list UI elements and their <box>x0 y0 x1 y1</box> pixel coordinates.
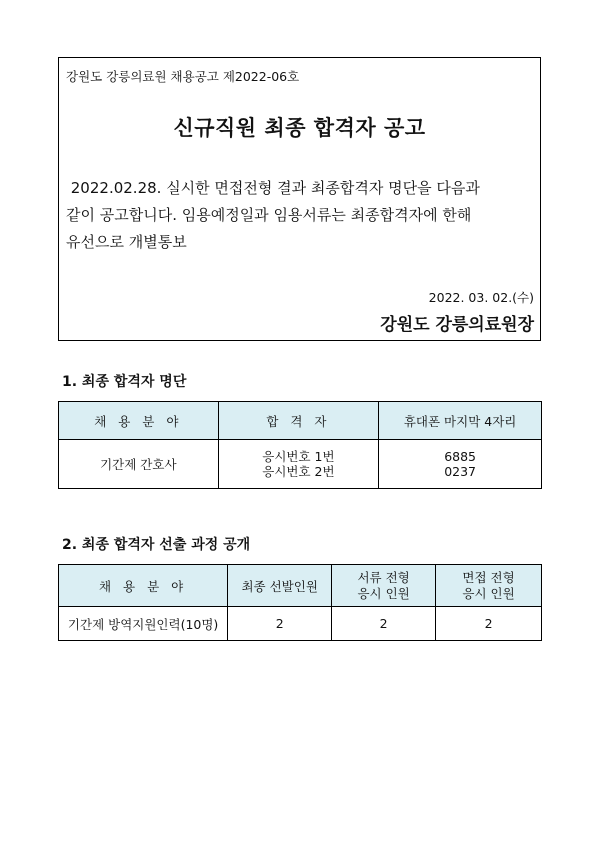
table-header <box>59 565 228 607</box>
table-cell: 2 <box>436 607 542 641</box>
header-label: 응시 인원 <box>462 585 515 601</box>
header-label: 면접 전형 <box>462 569 515 585</box>
notice-signer: 강원도 강릉의료원장 <box>380 315 534 335</box>
table-header: 최종 선발인원 <box>228 565 332 607</box>
table-cell: 기간제 간호사 <box>59 440 219 489</box>
header-label: 채 용 분 야 <box>99 578 188 594</box>
phone-digits: 6885 <box>444 449 477 464</box>
notice-title: 신규직원 최종 합격자 공고 <box>173 116 426 140</box>
section2-heading: 2. 최종 합격자 선출 과정 공개 <box>62 537 251 553</box>
header-label: 합 격 자 <box>266 413 331 429</box>
phone-digits: 0237 <box>444 464 477 479</box>
notice-body-line: 유선으로 개별통보 <box>66 233 187 251</box>
header-label: 응시 인원 <box>357 585 410 601</box>
table-row <box>59 440 542 489</box>
applicant-number: 응시번호 1번 <box>262 449 335 464</box>
table-header: 휴대폰 마지막 4자리 <box>379 402 542 440</box>
notice-box <box>58 57 541 341</box>
table-cell: 2 <box>332 607 436 641</box>
notice-date: 2022. 03. 02.(수) <box>428 290 534 305</box>
selection-process-table <box>58 564 542 641</box>
table-header <box>332 565 436 607</box>
table-header <box>218 402 379 440</box>
table-header <box>59 402 219 440</box>
table-cell <box>218 440 379 489</box>
table-cell <box>379 440 542 489</box>
applicant-number: 응시번호 2번 <box>262 464 335 479</box>
table-cell: 2 <box>228 607 332 641</box>
header-label: 서류 전형 <box>357 569 410 585</box>
header-label: 채 용 분 야 <box>94 413 183 429</box>
notice-number: 강원도 강릉의료원 채용공고 제2022-06호 <box>66 69 300 84</box>
table-header <box>436 565 542 607</box>
section1-heading: 1. 최종 합격자 명단 <box>62 374 187 390</box>
notice-body-line: 같이 공고합니다. 임용예정일과 임용서류는 최종합격자에 한해 <box>66 206 472 224</box>
notice-body <box>66 175 533 256</box>
final-applicants-table <box>58 401 542 489</box>
table-cell: 기간제 방역지원인력(10명) <box>59 607 228 641</box>
table-row <box>59 607 542 641</box>
notice-body-line: 2022.02.28. 실시한 면접전형 결과 최종합격자 명단을 다음과 <box>66 179 480 197</box>
